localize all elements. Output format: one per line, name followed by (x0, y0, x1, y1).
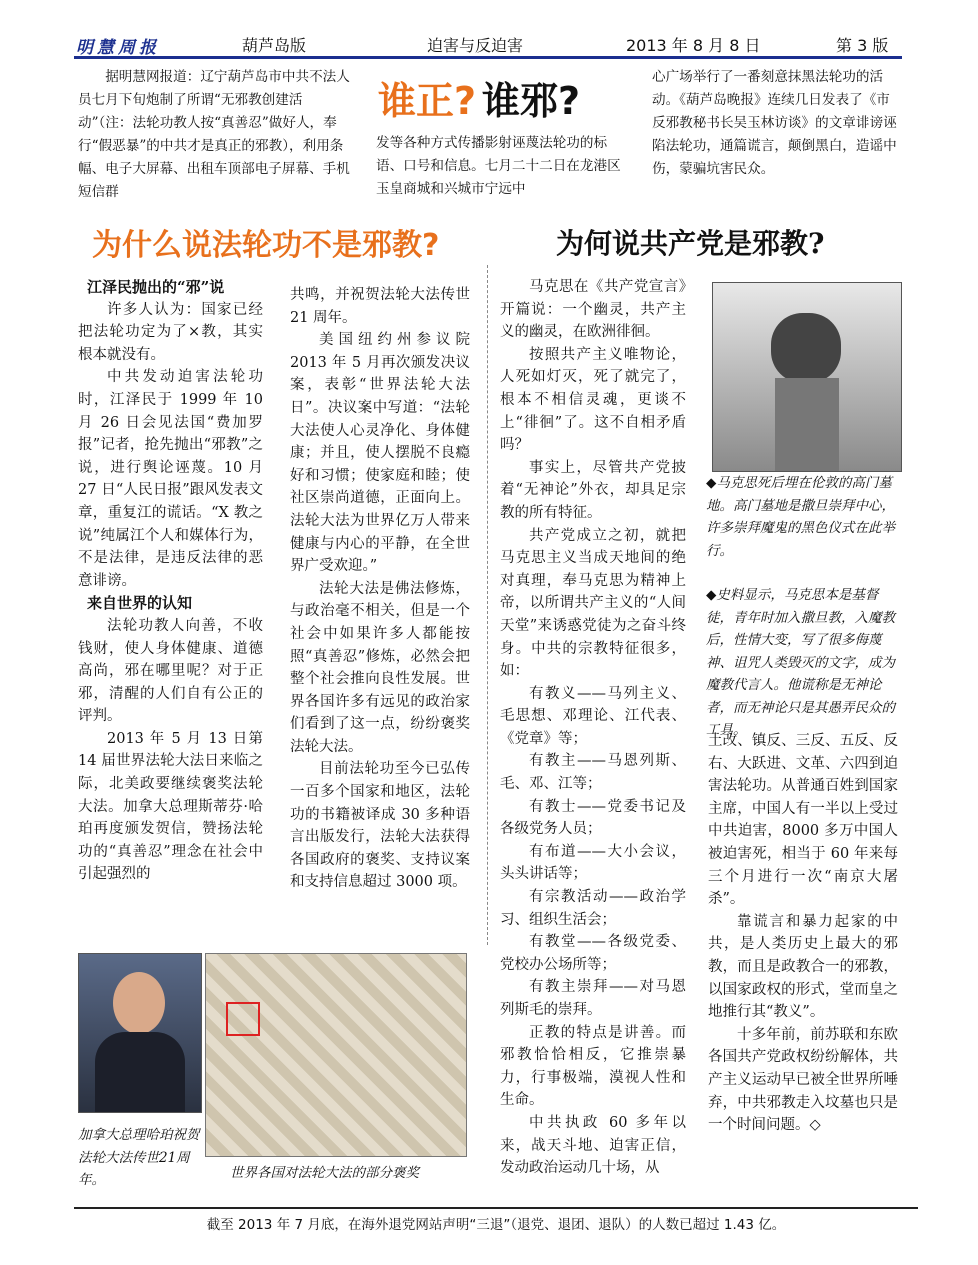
right-article-col2 (708, 730, 898, 1137)
masthead-logo: 明慧周报 (76, 38, 160, 58)
harper-photo (78, 953, 202, 1113)
paragraph: 事实上，尽管共产党披着“无神论”外衣，却具足宗教的所有特征。 (500, 459, 686, 521)
awards-collage (205, 953, 467, 1157)
top-headline (378, 70, 638, 132)
page-header (74, 30, 902, 59)
paragraph: 有教主——马恩列斯、毛、邓、江等； (500, 753, 686, 793)
section-label: 迫害与反迫害 (427, 36, 524, 55)
paragraph: 正教的特点是讲善。而邪教恰恰相反，它推崇暴力，行事极端，漠视人性和生命。 (500, 1024, 686, 1109)
footer-notice: 截至 2013 年 7 月底，在海外退党网站声明“三退”（退党、退团、退队）的人数已超过 1.43 亿。 (74, 1207, 918, 1233)
bust-shape (771, 313, 841, 383)
harper-caption: 加拿大总理哈珀祝贺法轮大法传世21周年。 (78, 1127, 200, 1188)
suit-shape (95, 1032, 185, 1112)
subheading: 来自世界的认知 (87, 594, 193, 613)
paragraph: 按照共产主义唯物论，人死如灯灭，死了就完了，根本不相信灵魂，更谈不上“徘徊”了。这不自相矛盾吗？ (500, 346, 686, 454)
paragraph: 中共发动迫害法轮功时，江泽民于 1999 年 10 月 26 日会见法国“费加罗报”记者，抢先抛出“邪教”之说，进行舆论诬蔑。10 月 27 日“人民日报”跟风发表文章，重复江的谎话。“X 教之说”纯属江个人和媒体行为，不是法律，是违反法律的恶意诽谤。 (78, 369, 263, 589)
marx-photo-caption: ◆马克思死后埋在伦敦的高门墓地。高门墓地是撒旦崇拜中心，许多崇拜魔鬼的黑色仪式在此举行。 (706, 475, 895, 559)
left-article-title: 为什么说法轮功不是邪教? (92, 228, 440, 263)
left-article-col1 (78, 276, 263, 886)
pedestal-shape (775, 378, 839, 471)
intro-right: 心广场举行了一番刻意抹黑法轮功的活动。《葫芦岛晚报》连续几日发表了《市反邪教秘书长吴玉林访谈》的文章诽谤诬陷法轮功，通篇谎言，颠倒黑白，造谣中伤，蒙骗坑害民众。 (652, 69, 897, 177)
face-shape (113, 972, 165, 1034)
edition-label: 葫芦岛版 (242, 36, 307, 55)
paragraph: 马克思在《共产党宣言》开篇说：一个幽灵，共产主义的幽灵，在欧洲徘徊。 (500, 279, 686, 341)
right-article-title: 为何说共产党是邪教? (556, 227, 825, 260)
paragraph: 有布道——大小会议，头头讲话等； (500, 843, 686, 883)
paragraph: 共鸣，并祝贺法轮大法传世 21 周年。 (290, 287, 470, 326)
paragraph: 美国纽约州参议院 2013 年 5 月再次颁发决议案，表彰“世界法轮大法日”。决议案中写道：“法轮大法使人心灵净化、身体健康；并且，使人摆脱不良瘾好和习惯；使家庭和睦；使社区崇尚道德，正面向上。法轮大法为世界亿万人带来健康与内心的平静，在全世界广受欢迎。” (290, 332, 470, 575)
paragraph: 2013 年 5 月 13 日第 14 届世界法轮大法日来临之际，北美政要继续褒奖法轮大法。加拿大总理斯蒂芬·哈珀再度颁发贺信，赞扬法轮功的“真善忍”理念在社会中引起强烈的 (78, 730, 263, 883)
right-article-col1 (500, 276, 686, 1180)
headline-black: 谁邪? (482, 79, 581, 123)
paragraph: 法轮大法是佛法修炼，与政治毫不相关，但是一个社会中如果许多人都能按照“真善忍”修炼，必然会把整个社会推向良性发展。世界各国许多有远见的政治家们看到了这一点，纷纷褒奖法轮大法。 (290, 580, 470, 755)
paragraph: 土改、镇反、三反、五反、反右、大跃进、文革、六四到迫害法轮功。从普通百姓到国家主席，中国人有一半以上受过中共迫害，8000 多万中国人被迫害死，相当于 60 年来每三个月进行一次“南京大屠杀”。 (708, 733, 898, 908)
paragraph: 有教堂——各级党委、党校办公场所等； (500, 934, 686, 973)
paragraph: 十多年前，前苏联和东欧各国共产党政权纷纷解体，共产主义运动早已被全世界所唾弃，中共邪教走入坟墓也只是一个时间问题。◇ (708, 1026, 898, 1134)
paragraph: 有教主崇拜——对马恩列斯毛的崇拜。 (500, 979, 686, 1018)
issue-date: 2013 年 8 月 8 日 (626, 36, 761, 55)
page-number: 第 3 版 (836, 36, 889, 55)
paragraph: 目前法轮功至今已弘传一百多个国家和地区，法轮功的书籍被译成 30 多种语言出版发行，法轮大法获得各国政府的褒奖、支持议案和支持信息超过 3000 项。 (290, 761, 470, 891)
paragraph: 有宗教活动——政治学习、组织生活会； (500, 889, 686, 928)
intro-middle: 发等各种方式传播影射诬蔑法轮功的标语、口号和信息。七月二十二日在龙港区玉皇商城和兴城市宁远中 (376, 135, 621, 197)
paragraph: 共产党成立之初，就把马克思主义当成天地间的绝对真理，奉马克思为精神上帝，以所谓共产主义的“人间天堂”来诱惑党徒为之奋斗终身。中共的宗教特征很多，如： (500, 527, 686, 680)
awards-caption: 世界各国对法轮大法的部分褒奖 (230, 1165, 419, 1181)
intro-left: 据明慧网报道：辽宁葫芦岛市中共不法人员七月下旬炮制了所谓“无邪教创建活动”（注：法轮功教人按“真善忍”做好人，奉行“假恶暴”的中共才是真正的邪教），利用条幅、电子大屏幕、出租车顶部电子屏幕、手机短信群 (78, 69, 350, 200)
paragraph: 有教士——党委书记及各级党务人员； (500, 798, 686, 838)
paragraph: 中共执政 60 多年以来，战天斗地、迫害正信，发动政治运动几十场，从 (500, 1114, 686, 1177)
paragraph: 靠谎言和暴力起家的中共，是人类历史上最大的邪教，而且是政教合一的邪教，以国家政权的形式，堂而皇之地推行其“教义”。 (708, 913, 898, 1021)
subheading: 江泽民抛出的“邪”说 (87, 278, 225, 296)
marx-grave-photo (712, 282, 902, 472)
paragraph: 法轮功教人向善，不收钱财，使人身体健康、道德高尚，邪在哪里呢？对于正邪，清醒的人们自有公正的评判。 (78, 617, 263, 725)
column-divider (487, 265, 488, 945)
highlight-box (226, 1002, 260, 1036)
headline-orange: 谁正? (378, 79, 477, 123)
marx-sidebar-note: ◆史料显示，马克思本是基督徒，青年时加入撒旦教，入魔教后，性情大变，写了很多侮蔑神、诅咒人类毁灭的文字，成为魔教代言人。他谎称是无神论者，而无神论只是其愚弄民众的工具。 (706, 587, 895, 738)
paragraph: 有教义——马列主义、毛思想、邓理论、江代表、《党章》等； (500, 685, 686, 747)
paragraph: 许多人认为：国家已经把法轮功定为了×教，其实根本就没有。 (78, 301, 263, 363)
left-article-col2 (290, 284, 470, 944)
